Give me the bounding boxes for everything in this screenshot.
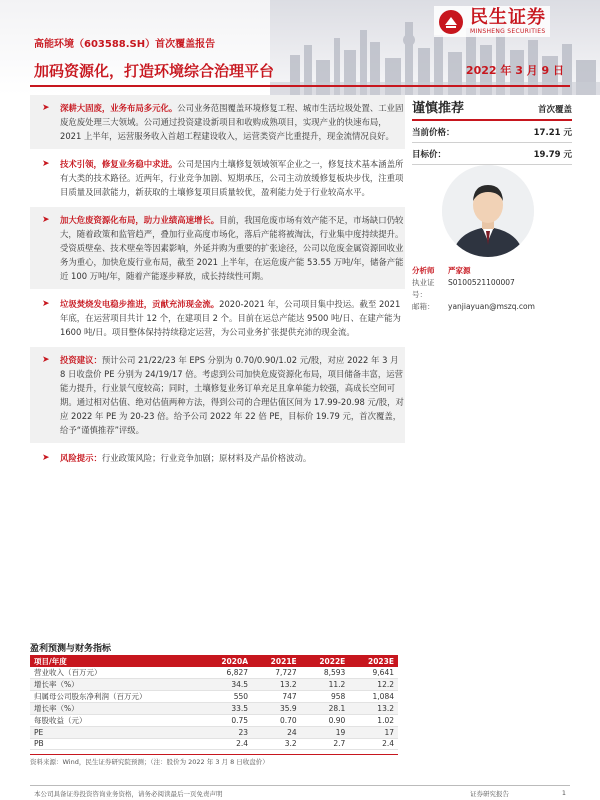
column-header: 项目/年度 <box>30 655 202 667</box>
financials-table <box>30 655 398 750</box>
table-row <box>30 715 398 727</box>
arrow-icon: ➤ <box>42 215 50 225</box>
table-cell: 550 <box>202 691 252 703</box>
arrow-icon: ➤ <box>42 355 50 365</box>
current-price-row <box>412 121 572 143</box>
table-cell: PB <box>30 738 202 750</box>
bullet-lead: 垃圾焚烧发电稳步推进，贡献充沛现金流。 <box>60 299 220 309</box>
bullet-text: 公司是国内土壤修复领域领军企业之一，修复技术基本涵盖所有大类的技术路径。近两年，行业竞争加剧、短期承压，公司主动放缓修复板块步伐，注重项目质量及回款能力，新获取的土壤修复项目质量较优，盈利能力处于行业较高水平。 <box>60 159 404 197</box>
bullet-lead: 投资建议： <box>60 355 102 365</box>
table-cell: 8,593 <box>301 667 350 679</box>
bullet-incineration <box>30 291 405 345</box>
table-cell: 12.2 <box>349 679 398 691</box>
table-cell: 增长率（%） <box>30 703 202 715</box>
column-header: 2021E <box>252 655 301 667</box>
logo-english-name: MINSHENG SECURITIES <box>470 28 546 35</box>
table-cell: 19 <box>301 727 350 739</box>
current-price-label: 当前价格： <box>412 128 455 138</box>
summary-bullets <box>30 95 405 473</box>
column-header: 2022E <box>301 655 350 667</box>
table-row <box>30 691 398 703</box>
page-number: 1 <box>561 789 566 797</box>
footer-doc-type: 证券研究报告 <box>470 790 509 798</box>
bullet-lead: 加大危废资源化布局，助力业绩高速增长。 <box>60 215 220 225</box>
table-row <box>30 679 398 691</box>
table-row <box>30 667 398 679</box>
table-cell: 1.02 <box>349 715 398 727</box>
column-header: 2020A <box>202 655 252 667</box>
minsheng-logo <box>434 6 550 37</box>
table-cell: 9,641 <box>349 667 398 679</box>
analyst-name-row <box>412 265 572 277</box>
table-cell: 0.75 <box>202 715 252 727</box>
bullet-risk-warning <box>30 445 405 471</box>
analyst-portrait-image <box>442 165 534 257</box>
analyst-cert-row <box>412 277 572 301</box>
arrow-icon: ➤ <box>42 103 50 113</box>
table-row <box>30 703 398 715</box>
table-row <box>30 727 398 739</box>
analyst-photo <box>442 165 534 257</box>
report-title: 加码资源化，打造环境综合治理平台 <box>34 62 275 80</box>
bullet-text: 目前，我国危废市场有效产能不足，市场缺口仍较大，随着政策和监管趋严，叠加行业高度市场化，落后产能将被淘汰，行业集中度持续提升。受资质壁垒、技术壁垒等因素影响，外延并购为重要的扩张途径，公司以危废金属资源回收业务为重心，加快危废行业布局，截至 2021 上半年，在运危废产能 53.55 万吨/年，储备产能近 100 万吨/年，随着产能逐步释放，成长持续性可期。 <box>60 215 404 281</box>
table-header-row <box>30 655 398 667</box>
bullet-lead: 深耕大固废，业务布局多元化。 <box>60 103 178 113</box>
bullet-lead: 技术引领，修复业务稳中求进。 <box>60 159 178 169</box>
column-header: 2023E <box>349 655 398 667</box>
table-cell: 23 <box>202 727 252 739</box>
financials-title: 盈利预测与财务指标 <box>30 644 112 654</box>
table-cell: 11.2 <box>301 679 350 691</box>
logo-chinese-name: 民生证券 <box>470 7 546 28</box>
target-price-label: 目标价： <box>412 150 447 160</box>
table-cell: 0.70 <box>252 715 301 727</box>
bullet-text: 预计公司 21/22/23 年 EPS 分别为 0.70/0.90/1.02 元/股，对应 2022 年 3 月 8 日收盘价 PE 分别为 24/19/17 倍。考虑到公司加快危废资源化布局，项目储备丰富，运营能力提升，行业景气度较高；同时，土壤修复业务订单充足且拿单能力较强，高成长空间可期。通过相对估值、绝对估值两种方法，得到公司的合理估值区间为 17.99-20.98 元/股，对应 2022 年 PE 为 20-23 倍。给予公司 2022 年 22 倍 PE，目标价 19.79 元，首次覆盖，给予“谨慎推荐”评级。 <box>60 355 404 435</box>
bullet-business-layout <box>30 95 405 149</box>
rating-panel <box>412 95 572 165</box>
table-cell: 13.2 <box>349 703 398 715</box>
report-subtitle: 高能环境（603588.SH）首次覆盖报告 <box>34 39 216 50</box>
table-row <box>30 738 398 750</box>
cert-number: S0100521100007 <box>448 278 515 287</box>
bullet-remediation <box>30 151 405 205</box>
table-cell: 增长率（%） <box>30 679 202 691</box>
table-cell: 2.4 <box>349 738 398 750</box>
analyst-info <box>412 265 572 313</box>
target-price-value: 19.79 元 <box>533 150 572 160</box>
footer-disclaimer: 本公司具备证券投资咨询业务资格，请务必阅读最后一页免责声明 <box>34 790 223 798</box>
rating-label: 谨慎推荐 <box>412 101 465 116</box>
bullet-hazardous-waste <box>30 207 405 289</box>
table-cell: 34.5 <box>202 679 252 691</box>
bullet-text: 行业政策风险；行业竞争加剧；原材料及产品价格波动。 <box>101 453 312 463</box>
table-cell: 1,084 <box>349 691 398 703</box>
arrow-icon: ➤ <box>42 159 50 169</box>
title-divider <box>30 85 570 87</box>
analyst-email-row <box>412 301 572 313</box>
table-cell: 6,827 <box>202 667 252 679</box>
current-price-value: 17.21 元 <box>533 128 572 138</box>
table-cell: 3.2 <box>252 738 301 750</box>
table-cell: 7,727 <box>252 667 301 679</box>
table-cell: 28.1 <box>301 703 350 715</box>
analyst-role: 分析师 <box>412 266 435 275</box>
target-price-row <box>412 143 572 165</box>
bullet-text: 公司业务范围覆盖环境修复工程、城市生活垃圾处置、工业固废危废处理三大领域。公司通过投资建设新项目和收购成熟项目，实现产业的快速布局，2021 上半年，运营服务收入首超工程建设收入，运营类资产比重提升，现金流情况良好。 <box>60 103 404 141</box>
footer-divider <box>30 785 570 786</box>
table-source-note: 资料来源：Wind，民生证券研究院预测；（注：股价为 2022 年 3 月 8 日收盘价） <box>30 758 269 766</box>
table-cell: PE <box>30 727 202 739</box>
cert-label: 执业证号： <box>412 278 435 299</box>
table-cell: 2.4 <box>202 738 252 750</box>
rating-row <box>412 97 572 121</box>
analyst-email: yanjiayuan@mszq.com <box>448 302 535 311</box>
table-cell: 每股收益（元） <box>30 715 202 727</box>
bullet-lead: 风险提示： <box>60 453 102 463</box>
email-label: 邮箱： <box>412 302 435 311</box>
table-cell: 35.9 <box>252 703 301 715</box>
table-cell: 958 <box>301 691 350 703</box>
table-cell: 747 <box>252 691 301 703</box>
arrow-icon: ➤ <box>42 453 50 463</box>
table-cell: 24 <box>252 727 301 739</box>
table-cell: 13.2 <box>252 679 301 691</box>
bullet-investment-advice <box>30 347 405 443</box>
table-bottom-divider <box>30 754 398 755</box>
table-cell: 33.5 <box>202 703 252 715</box>
analyst-name: 严家源 <box>448 266 471 275</box>
arrow-icon: ➤ <box>42 299 50 309</box>
table-cell: 2.7 <box>301 738 350 750</box>
report-date: 2022 年 3 月 9 日 <box>465 64 564 77</box>
minsheng-logo-icon <box>438 9 464 35</box>
coverage-label: 首次覆盖 <box>537 105 572 115</box>
table-cell: 归属母公司股东净利润（百万元） <box>30 691 202 703</box>
table-cell: 0.90 <box>301 715 350 727</box>
table-cell: 营业收入（百万元） <box>30 667 202 679</box>
bullet-text: 2020-2021 年，公司项目集中投运。截至 2021 年底，在运营项目共计 12 个，在建项目 2 个。目前在运总产能达 9500 吨/日、在建产能为 1600 吨/日。项目整体保持持续稳定运营，为公司业务扩张提供充沛的现金流。 <box>60 299 401 337</box>
table-cell: 17 <box>349 727 398 739</box>
